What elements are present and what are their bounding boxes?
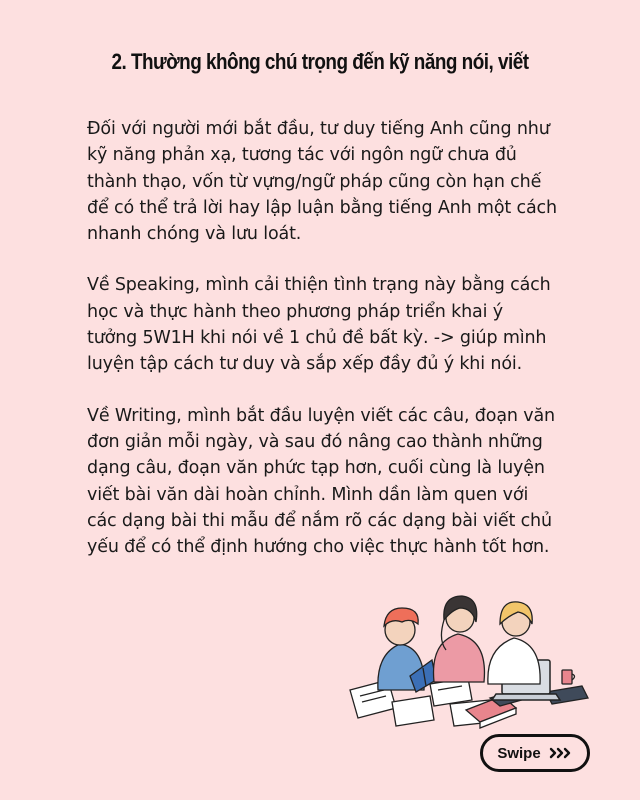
body-text: [87, 116, 557, 585]
student-left: [378, 608, 436, 692]
student-right: [488, 602, 540, 684]
swipe-button[interactable]: [480, 734, 590, 772]
paragraph-speaking: Về Speaking, mình cải thiện tình trạng này bằng cách học và thực hành theo phương pháp triển khai ý tưởng 5W1H khi nói về 1 chủ đề bất kỳ. -> giúp mình luyện tập cách tư duy và sắp xếp đầy đủ ý khi nói.: [87, 275, 551, 375]
paragraph-intro: Đối với người mới bắt đầu, tư duy tiếng Anh cũng như kỹ năng phản xạ, tương tác với ngôn ngữ chưa đủ thành thạo, vốn từ vựng/ngữ pháp cũng còn hạn chế để có thể trả lời hay lập luận bằng tiếng Anh một cách nhanh chóng và lưu loát.: [87, 119, 557, 245]
paragraph-writing: Về Writing, mình bắt đầu luyện viết các câu, đoạn văn đơn giản mỗi ngày, và sau đó nâng cao thành những dạng câu, đoạn văn phức tạp hơn, cuối cùng là luyện viết bài văn dài hoàn chỉnh. Mình dần làm quen với các dạng bài thi mẫu để nắm rõ các dạng bài viết chủ yếu để có thể định hướng cho việc thực hành tốt hơn.: [87, 405, 555, 558]
swipe-label: Swipe: [497, 744, 541, 762]
students-studying-illustration: [330, 580, 600, 740]
student-middle: [434, 596, 485, 682]
page-title: 2. Thường không chú trọng đến kỹ năng nói, viết: [111, 49, 529, 74]
cup-icon: [562, 670, 575, 684]
triple-chevron-right-icon: [549, 747, 573, 759]
